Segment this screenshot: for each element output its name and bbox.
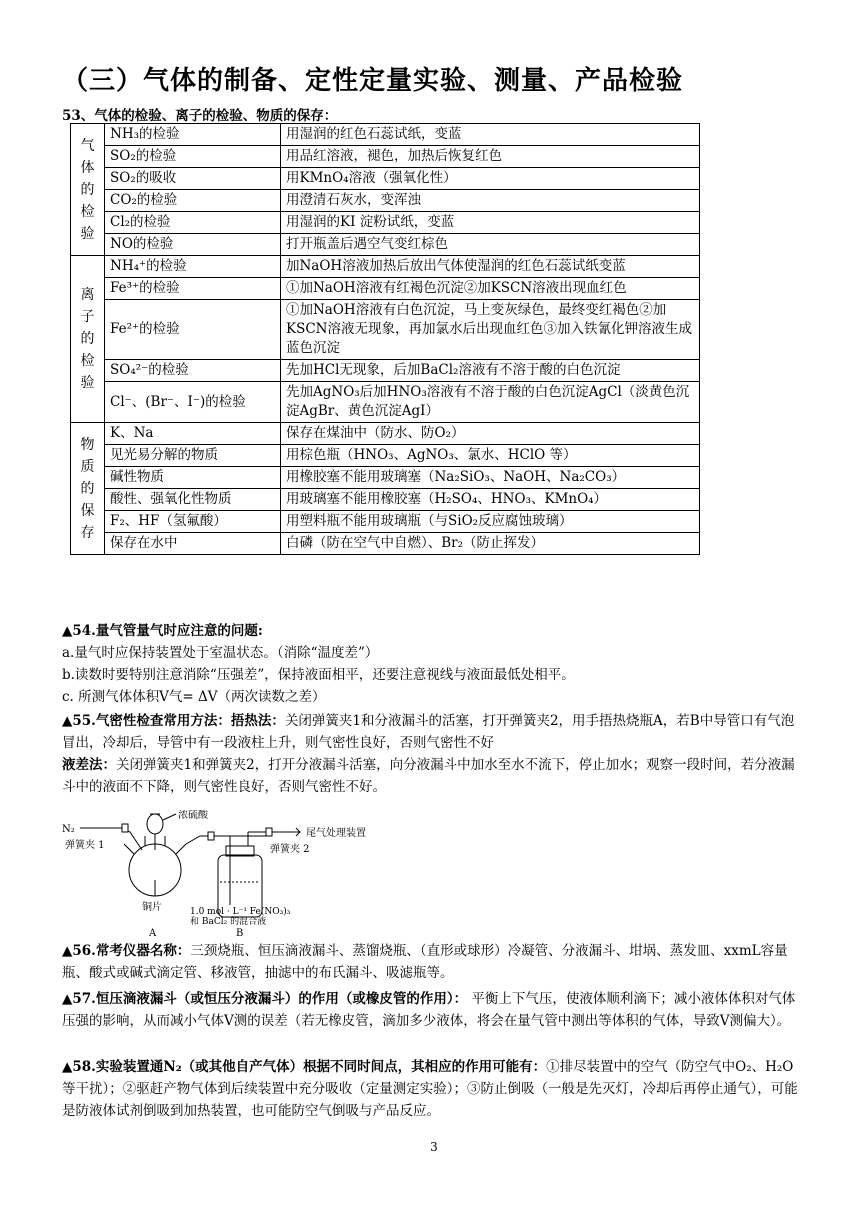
method-cell: 用湿润的红色石蕊试纸，变蓝: [281, 124, 700, 146]
section-58-heading: ▲58.实验装置通N₂（或其他自产气体）根据不同时间点，其相应的作用可能有：: [62, 1059, 547, 1075]
table-row: [71, 300, 700, 360]
item-cell: SO₂的吸收: [105, 168, 281, 190]
table-row: [71, 212, 700, 234]
group-label-text: 物质的保存: [80, 436, 95, 541]
table-row: [71, 489, 700, 511]
item-cell: SO₂的检验: [105, 146, 281, 168]
table-row: [71, 445, 700, 467]
method-cell: 用澄清石灰水，变浑浊: [281, 190, 700, 212]
table-row: [71, 168, 700, 190]
inspection-table: [70, 123, 700, 555]
method2-label: 液差法：: [62, 757, 116, 773]
method-cell: 打开瓶盖后遇空气变红棕色: [281, 234, 700, 256]
method-cell: 用棕色瓶（HNO₃、AgNO₃、氯水、HClO 等）: [281, 445, 700, 467]
item-cell: Cl₂的检验: [105, 212, 281, 234]
method-cell: 用塑料瓶不能用玻璃瓶（与SiO₂反应腐蚀玻璃）: [281, 511, 700, 533]
method-cell: ①加NaOH溶液有红褐色沉淀②加KSCN溶液出现血红色: [281, 278, 700, 300]
item-cell: K、Na: [105, 423, 281, 445]
label-n2: N₂: [62, 824, 75, 835]
label-flask-a: A: [149, 928, 157, 938]
method-cell: 白磷（防在空气中自燃）、Br₂（防止挥发）: [281, 533, 700, 555]
section-55-heading: ▲55.气密性检查常用方法：: [62, 713, 231, 729]
method-cell: 用品红溶液，褪色，加热后恢复红色: [281, 146, 700, 168]
table-row: [71, 511, 700, 533]
method1-text: 关闭弹簧夹1和分液漏斗的活塞，打开弹簧夹2，用手捂热烧瓶A，若B中导管口有气泡冒出，冷却后，导管中有一段液柱上升，则气密性良好，否则气密性不好: [62, 713, 795, 751]
method-cell: 先加HCl无现象，后加BaCl₂溶液有不溶于酸的白色沉淀: [281, 360, 700, 382]
group-label-text: 气体的检验: [80, 137, 95, 242]
method-cell: 先加AgNO₃后加HNO₃溶液有不溶于酸的白色沉淀AgCl（淡黄色沉淀AgBr、黄色沉淀AgI）: [281, 382, 700, 423]
page-title: （三）气体的制备、定性定量实验、测量、产品检验: [62, 66, 684, 96]
group-label: [71, 256, 105, 423]
item-cell: Cl⁻、(Br⁻、I⁻)的检验: [105, 382, 281, 423]
table-row: [71, 533, 700, 555]
section-54-b: b.读数时要特别注意消除“压强差”，保持液面相平，还要注意视线与液面最低处相平。: [62, 667, 575, 683]
method1-label: 捂热法：: [230, 713, 285, 729]
item-cell: Fe²⁺的检验: [105, 300, 281, 360]
section-58: [62, 1056, 802, 1122]
method-cell: 用KMnO₄溶液（强氧化性）: [281, 168, 700, 190]
label-solution-line2: 和 BaCl₂ 的混合液: [190, 917, 267, 927]
method-cell: 保存在煤油中（防水、防O₂）: [281, 423, 700, 445]
label-solution-line1: 1.0 mol · L⁻¹ Fe(NO₃)₃: [190, 907, 291, 917]
label-tail-gas: 尾气处理装置: [306, 828, 366, 839]
section-54-heading: ▲54.量气管量气时应注意的问题:: [62, 623, 263, 639]
page-number: 3: [430, 1140, 438, 1154]
section-57: [62, 988, 802, 1032]
method-cell: 用玻璃塞不能用橡胶塞（H₂SO₄、HNO₃、KMnO₄）: [281, 489, 700, 511]
table-row: [71, 256, 700, 278]
apparatus-diagram: [60, 810, 380, 938]
method-cell: 用橡胶塞不能用玻璃塞（Na₂SiO₃、NaOH、Na₂CO₃）: [281, 467, 700, 489]
section-58-text: ①排尽装置中的空气（防空气中O₂、H₂O等干扰）；②驱赶产物气体到后续装置中充分吸收（定量测定实验）；③防止倒吸（一般是先灭灯，冷却后再停止通气），可能是防液体试剂倒吸到加热装置，也可能防空气倒吸与产品反应。: [62, 1059, 798, 1119]
group-label: [71, 423, 105, 555]
item-cell: 保存在水中: [105, 533, 281, 555]
label-clamp2: 弹簧夹 2: [270, 844, 310, 855]
method-cell: 用湿润的KI 淀粉试纸，变蓝: [281, 212, 700, 234]
table-row: [71, 467, 700, 489]
table-row: [71, 124, 700, 146]
table-row: [71, 423, 700, 445]
label-conc-acid: 浓硫酸: [178, 810, 208, 821]
table-row: [71, 190, 700, 212]
label-clamp1: 弹簧夹 1: [65, 840, 105, 851]
item-cell: NH₃的检验: [105, 124, 281, 146]
item-cell: Fe³⁺的检验: [105, 278, 281, 300]
table-row: [71, 278, 700, 300]
item-cell: 见光易分解的物质: [105, 445, 281, 467]
label-bottle-b: B: [236, 928, 244, 938]
table-row: [71, 360, 700, 382]
item-cell: CO₂的检验: [105, 190, 281, 212]
group-label: [71, 124, 105, 256]
group-label-text: 离子的检验: [80, 287, 95, 391]
section-54-c: c. 所测气体体积V气= ΔV（两次读数之差）: [62, 689, 326, 705]
table-row: [71, 146, 700, 168]
table-row: [71, 382, 700, 423]
section-57-heading: ▲57.恒压滴液漏斗（或恒压分液漏斗）的作用（或橡皮管的作用）：: [62, 991, 468, 1007]
item-cell: NH₄⁺的检验: [105, 256, 281, 278]
item-cell: F₂、HF（氢氟酸）: [105, 511, 281, 533]
section-56-heading: ▲56.常考仪器名称：: [62, 943, 191, 959]
method-cell: 加NaOH溶液加热后放出气体使湿润的红色石蕊试纸变蓝: [281, 256, 700, 278]
item-cell: 酸性、强氧化性物质: [105, 489, 281, 511]
item-cell: NO的检验: [105, 234, 281, 256]
label-copper: 铜片: [142, 902, 162, 913]
section-53-heading: 53、气体的检验、离子的检验、物质的保存：: [62, 108, 338, 124]
item-cell: SO₄²⁻的检验: [105, 360, 281, 382]
section-56-text: 三颈烧瓶、恒压滴液漏斗、蒸馏烧瓶、（直形或球形）冷凝管、分液漏斗、坩埚、蒸发皿、xxmL容量瓶、酸式或碱式滴定管、移液管，抽滤中的布氏漏斗、吸滤瓶等。: [62, 943, 788, 981]
table-row: [71, 234, 700, 256]
method-cell: ①加NaOH溶液有白色沉淀，马上变灰绿色，最终变红褐色②加KSCN溶液无现象，再加氯水后出现血红色③加入铁氰化钾溶液生成蓝色沉淀: [281, 300, 700, 360]
section-54-a: a.量气时应保持装置处于室温状态。（消除“温度差”）: [62, 645, 379, 661]
section-55: [62, 710, 802, 798]
method2-text: 关闭弹簧夹1和弹簧夹2，打开分液漏斗活塞，向分液漏斗中加水至水不流下，停止加水；观察一段时间，若分液漏斗中的液面不下降，则气密性良好，否则气密性不好。: [62, 757, 795, 795]
section-54: [62, 620, 802, 708]
section-56: [62, 940, 802, 984]
item-cell: 碱性物质: [105, 467, 281, 489]
section-57-text: 平衡上下气压，使液体顺利滴下；减小液体体积对气体压强的影响，从而减小气体V测的误差（若无橡皮管，滴加多少液体，将会在量气管中测出等体积的气体，导致V测偏大）。: [62, 991, 796, 1029]
